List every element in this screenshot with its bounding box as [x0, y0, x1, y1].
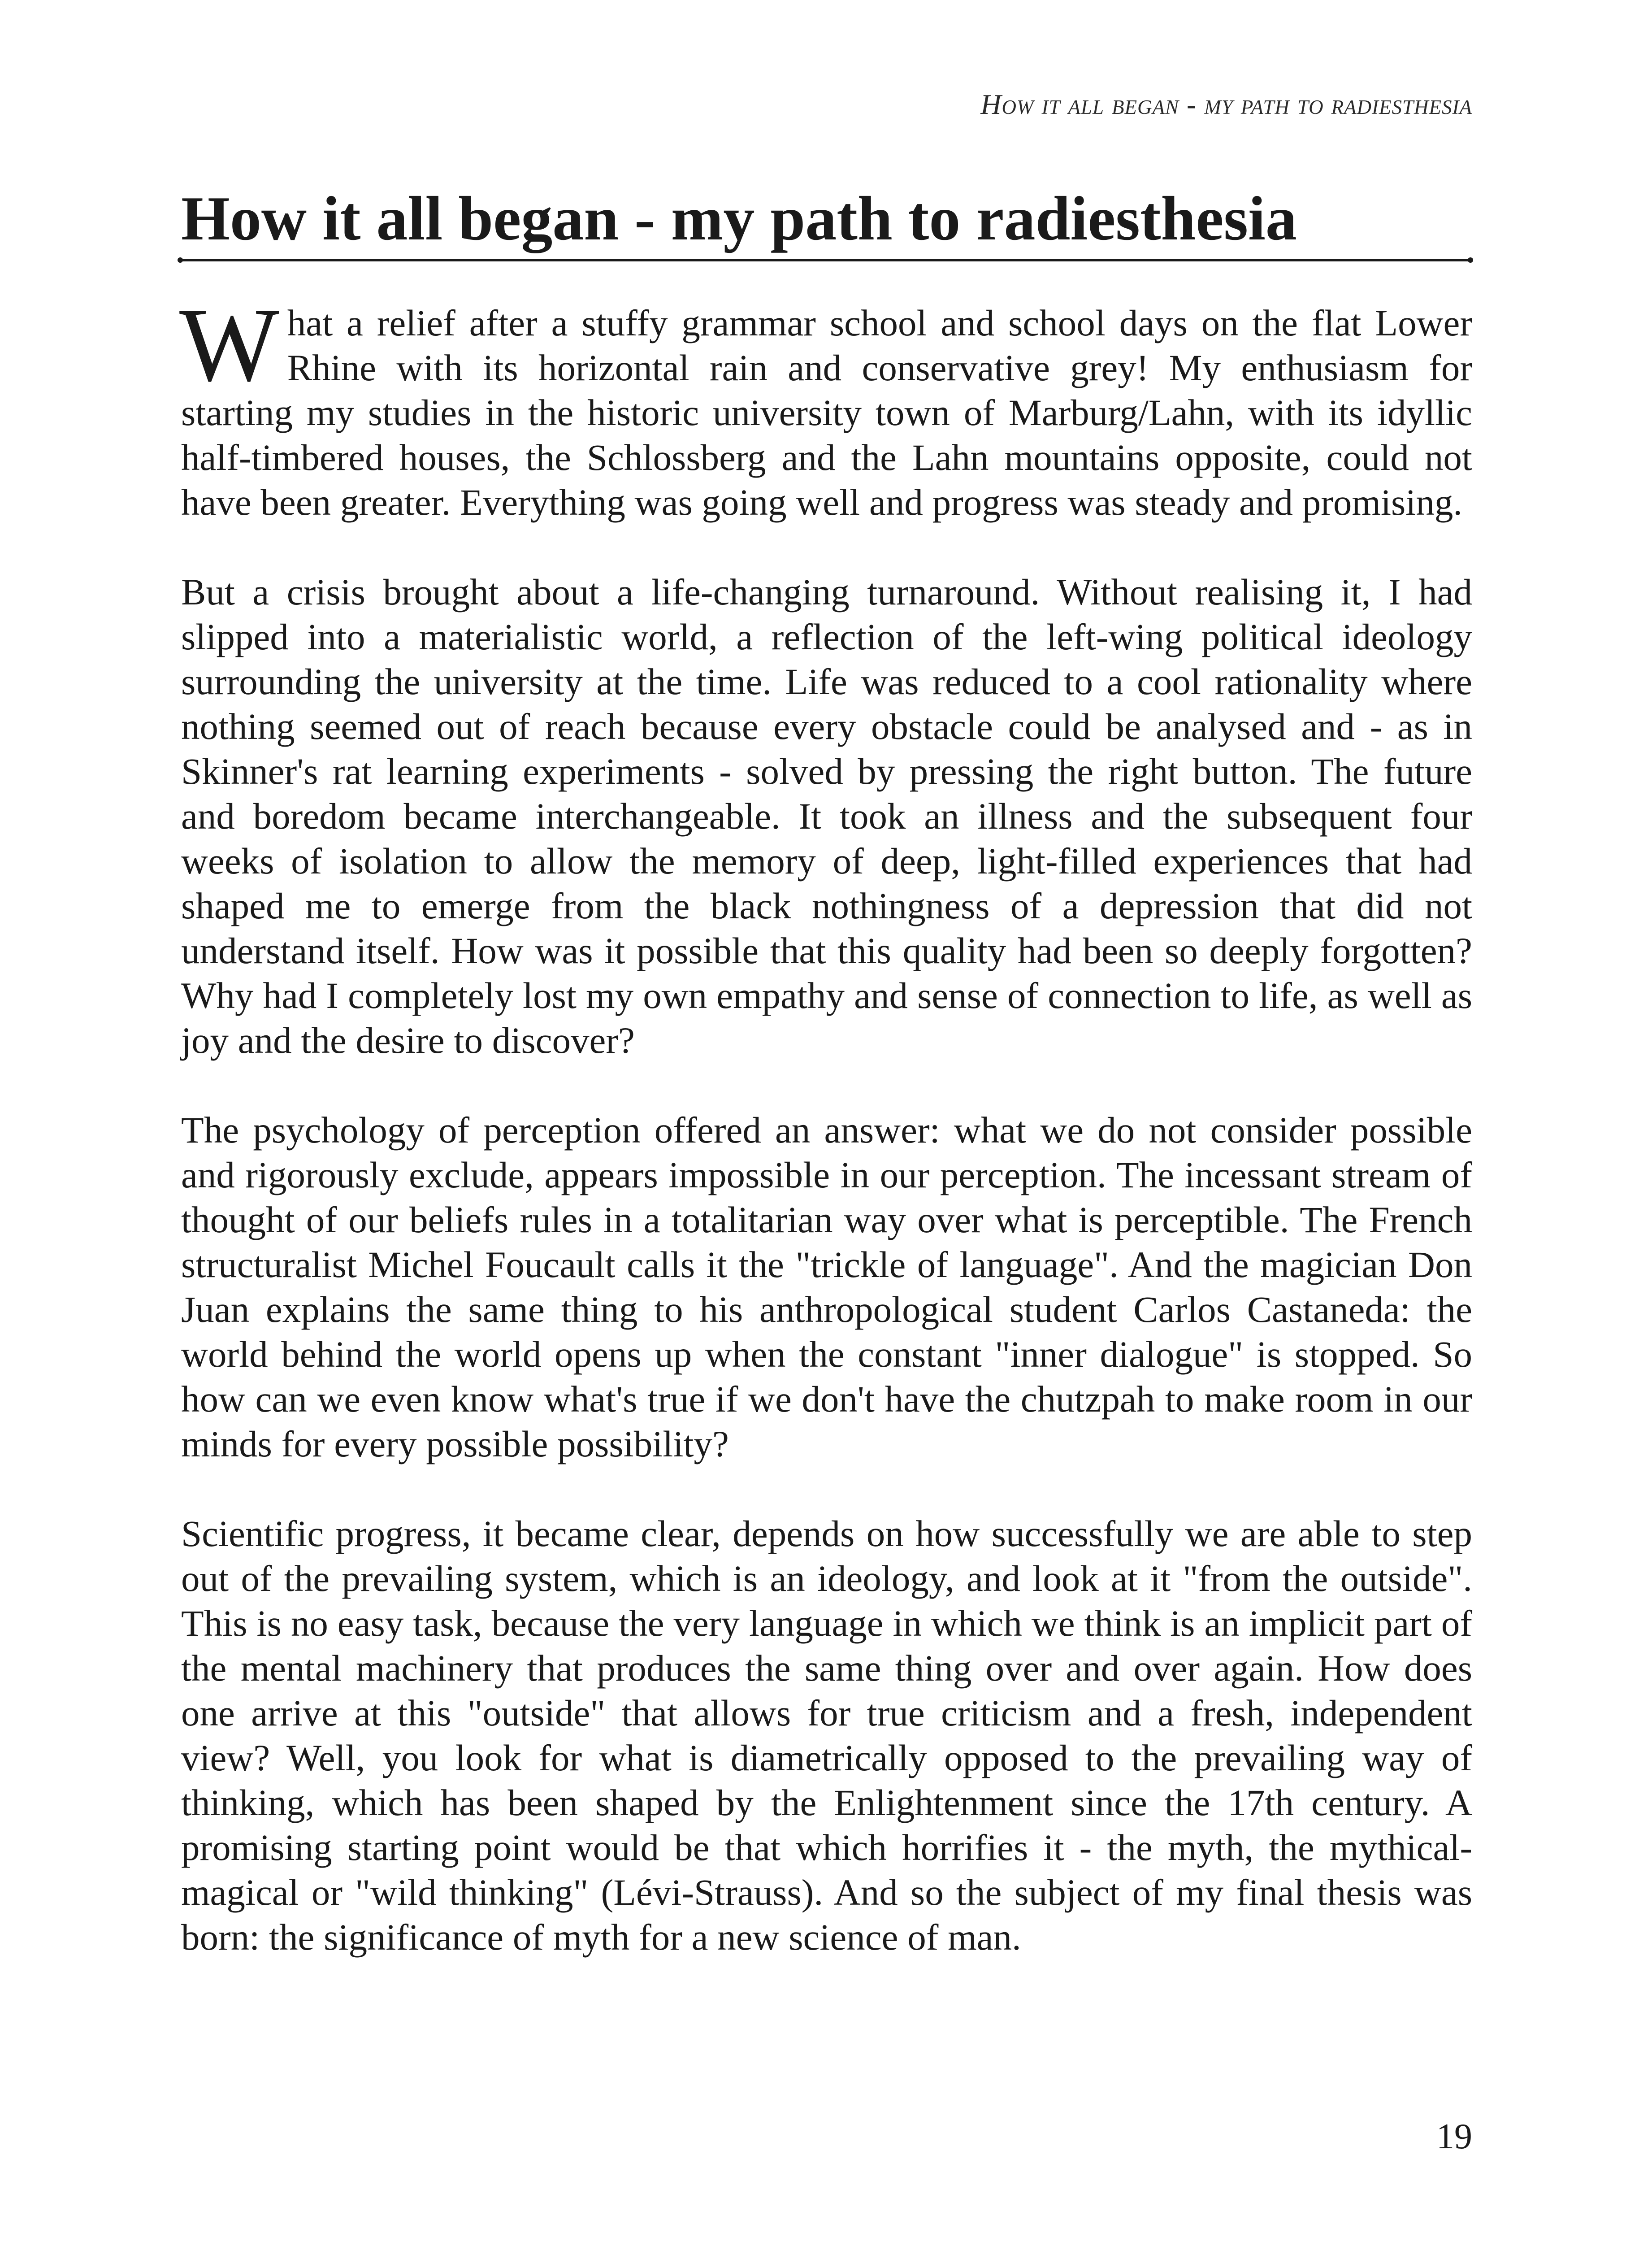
- title-rule: [179, 259, 1471, 261]
- paragraph-1-text: hat a relief after a stuffy grammar school and school days on the flat Lower Rhine with its horizontal rain and conservative grey! My enthusiasm for starting my studies in the historic university town of Marburg/Lahn, with its idyllic half-timbered houses, the Schlossberg and the Lahn mountains opposite, could not have been greater. Everything was going well and progress was steady and promising.: [181, 302, 1472, 523]
- page-number: 19: [1436, 2117, 1472, 2156]
- paragraph-3: The psychology of perception offered an answer: what we do not consider possible and rigorously exclude, appears impossible in our perception. The incessant stream of thought of our beliefs rules in a totalitarian way over what is perceptible. The French structuralist Michel Foucault calls it the "trickle of language". And the magician Don Juan explains the same thing to his anthropological student Carlos Castaneda: the world behind the world opens up when the constant "inner dialogue" is stopped. So how can we even know what's true if we don't have the chutzpah to make room in our minds for every possible possibility?: [181, 1109, 1472, 1464]
- paragraph-2: But a crisis brought about a life-changing turnaround. Without realising it, I had slipped into a materialistic world, a reflection of the left-wing political ideology surrounding the university at the time. Life was reduced to a cool rationality where nothing seemed out of reach because every obstacle could be analysed and - as in Skinner's rat learning experiments - solved by pressing the right button. The future and boredom became interchangeable. It took an illness and the subsequent four weeks of isolation to allow the memory of deep, light-filled experiences that had shaped me to emerge from the black nothingness of a depression that did not understand itself. How was it possible that this quality had been so deeply forgotten? Why had I completely lost my own empathy and sense of connection to life, as well as joy and the desire to discover?: [181, 571, 1472, 1061]
- running-head: How it all began - my path to radiesthesia: [980, 88, 1472, 120]
- paragraph-1: [179, 287, 1472, 525]
- drop-cap: W: [179, 287, 279, 404]
- chapter-title: How it all began - my path to radiesthesia: [181, 184, 1297, 253]
- body-text: [179, 287, 1472, 2004]
- paragraph-4: Scientific progress, it became clear, depends on how successfully we are able to step out of the prevailing system, which is an ideology, and look at it "from the outside". This is no easy task, because the very language in which we think is an implicit part of the mental machinery that produces the same thing over and over again. How does one arrive at this "outside" that allows for true criticism and a fresh, independent view? Well, you look for what is diametrically opposed to the prevailing way of thinking, which has been shaped by the Enlightenment since the 17th century. A promising starting point would be that which horrifies it - the myth, the mythical-magical or "wild thinking" (Lévi-Strauss). And so the subject of my final thesis was born: the significance of myth for a new science of man.: [181, 1513, 1472, 1958]
